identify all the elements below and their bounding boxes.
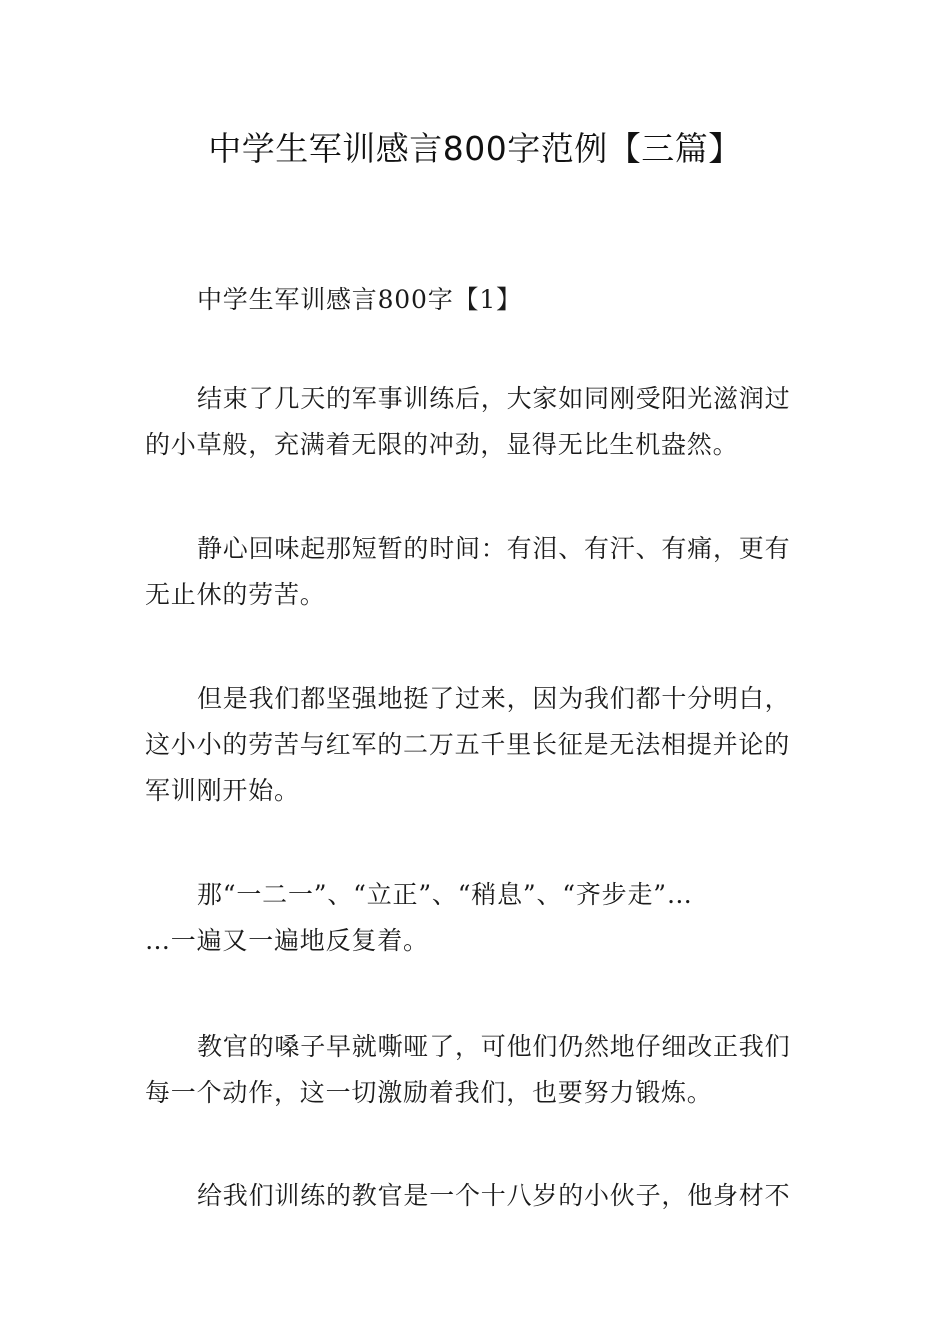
paragraph-line: 每一个动作，这一切激励着我们，也要努力锻炼。	[145, 1078, 713, 1107]
paragraph-line: 军训刚开始。	[145, 776, 300, 805]
paragraph-line: …一遍又一遍地反复着。	[145, 926, 429, 955]
paragraph-line: 教官的嗓子早就嘶哑了，可他们仍然地仔细改正我们	[197, 1032, 791, 1061]
paragraph-line: 的小草般，充满着无限的冲劲，显得无比生机盎然。	[145, 430, 739, 459]
paragraph-line: 那“一二一”、“立正”、“稍息”、“齐步走”…	[197, 880, 693, 909]
paragraph-3	[145, 676, 810, 814]
document-title: 中学生军训感言800字范例【三篇】	[208, 129, 742, 168]
paragraph-line: 结束了几天的军事训练后，大家如同刚受阳光滋润过	[197, 384, 791, 413]
paragraph-4	[145, 872, 810, 964]
paragraph-2	[145, 526, 810, 618]
paragraph-line: 无止休的劳苦。	[145, 580, 326, 609]
paragraph-line: 静心回味起那短暂的时间：有泪、有汗、有痛，更有	[197, 534, 791, 563]
paragraph-5	[145, 1024, 810, 1116]
section-heading: 中学生军训感言800字【1】	[197, 285, 522, 314]
paragraph-6	[145, 1173, 810, 1219]
paragraph-line: 这小小的劳苦与红军的二万五千里长征是无法相提并论的	[145, 730, 791, 759]
paragraph-line: 但是我们都坚强地挺了过来，因为我们都十分明白，	[197, 684, 791, 713]
paragraph-1	[145, 376, 810, 468]
paragraph-line: 给我们训练的教官是一个十八岁的小伙子，他身材不	[197, 1181, 791, 1210]
section-heading-block	[145, 277, 810, 323]
